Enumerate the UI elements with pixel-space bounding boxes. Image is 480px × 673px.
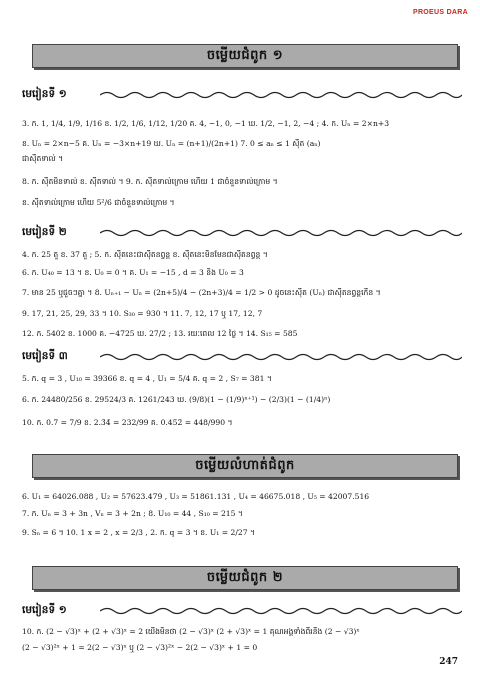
answer-line: 9. Sₙ = 6 ។ 10. 1 x = 2 , x = 2/3 , 2. ក. q = 3 ។ ខ. U₁ = 2/27 ។ xyxy=(22,528,255,537)
exercise-title: មេរៀនទី ៣ xyxy=(22,350,68,362)
exercise-heading-3 xyxy=(22,350,462,364)
answer-line: (2 − √3)²ˣ + 1 = 2(2 − √3)ˣ ឬ (2 − √3)²ˣ − 2(2 − √3)ˣ + 1 = 0 xyxy=(22,643,258,652)
answer-line: 6. U₁ = 64026.088 , U₂ = 57623.479 , U₃ = 51861.131 , U₄ = 46675.018 , U₅ = 42007.516 xyxy=(22,492,370,501)
wave-divider xyxy=(100,606,462,616)
answer-line: 12. ក. 5402 ខ. 1000 គ. −4725 ឃ. 27/2 ; 13. រយៈពេល 12 ថ្ងៃ ។ 14. S₁₅ = 585 xyxy=(22,329,298,338)
exercise-heading-4 xyxy=(22,604,462,618)
answer-line: 6. ក. 24480/256 ខ. 29524/3 គ. 1261/243 ឃ. (9/8)(1 − (1/9)ⁿ⁺¹) − (2/3)(1 − (1/4)ⁿ) xyxy=(22,395,331,404)
answer-line: 7. មាន 25 ឬជួចៗគ្នា ។ 8. Uₙ₊₁ − Uₙ = (2n+5)/4 − (2n+3)/4 = 1/2 > 0 ដូចនេះស៊ីត (Uₙ) ជាស៊ីតនព្វន្តកើន ។ xyxy=(22,288,381,297)
exercise-heading-1 xyxy=(22,88,462,102)
page-number: 247 xyxy=(439,657,458,667)
answer-line: 10. ក. (2 − √3)ˣ + (2 + √3)ˣ = 2 យើងមិនថា (2 − √3)ˣ (2 + √3)ˣ = 1 គុណអង្គទាំងពីរនឹង (2 − √3)ˣ xyxy=(22,627,360,636)
answer-line: ខ. Uₙ = 2×n−5 គ. Uₙ = −3×n+19 ឃ. Uₙ = (n+1)/(2n+1) 7. 0 ≤ aₙ ≤ 1 ស៊ីត (aₙ) xyxy=(22,139,321,148)
section-title: ចម្លើយលំហាត់ជំពូក xyxy=(195,457,295,473)
exercise-title: មេរៀនទី ២ xyxy=(22,226,67,238)
section-title: ចម្លើយជំពូក ១ xyxy=(206,47,284,63)
section-title: ចម្លើយជំពូក ២ xyxy=(206,569,284,585)
section-banner-chapter-2 xyxy=(32,566,458,590)
answer-line: ជាស៊ីតទាល់ ។ xyxy=(22,154,64,163)
answer-line: 4. ក. 25 តួ ខ. 37 តួ ; 5. ក. ស៊ីតនេះជាស៊ីតនព្វន្ត ខ. ស៊ីតនេះមិនមែនជាស៊ីតនព្វន្ត ។ xyxy=(22,250,268,259)
exercise-title: មេរៀនទី ១ xyxy=(22,604,67,616)
answer-line: 9. 17, 21, 25, 29, 33 ។ 10. S₃₀ = 930 ។ 11. 7, 12, 17 ឬ 17, 12, 7 xyxy=(22,309,263,318)
wave-divider xyxy=(100,90,462,100)
answer-line: ខ. ស៊ីតទាល់ក្រោម ហើយ 5²/6 ជាចំនួនទាល់ក្រោម ។ xyxy=(22,198,175,207)
exercise-heading-2 xyxy=(22,226,462,240)
wave-divider xyxy=(100,352,462,362)
section-banner-exercises xyxy=(32,454,458,478)
answer-line: 7. ក. Uₙ = 3 + 3n , Vₙ = 3 + 2n ; 8. U₁₀ = 44 , S₁₀ = 215 ។ xyxy=(22,509,243,518)
brand-header: PROEUS DARA xyxy=(412,9,468,16)
answer-line: 8. ក. ស៊ីតមិនទាល់ ខ. ស៊ីតទាល់ ។ 9. ក. ស៊ីតទាល់ក្រោម ហើយ 1 ជាចំនួនទាល់ក្រោម ។ xyxy=(22,177,278,186)
wave-divider xyxy=(100,228,462,238)
exercise-title: មេរៀនទី ១ xyxy=(22,88,67,100)
answer-line: 3. ក. 1, 1/4, 1/9, 1/16 ខ. 1/2, 1/6, 1/12, 1/20 គ. 4, −1, 0, −1 ឃ. 1/2, −1, 2, −4 ; 4. ក. Uₙ = 2×n+3 xyxy=(22,119,390,128)
section-banner-chapter-1 xyxy=(32,44,458,68)
answer-line: 6. ក. U₄₀ = 13 ។ ខ. U₀ = 0 ។ គ. U₁ = −15 , d = 3 និង U₀ = 3 xyxy=(22,268,244,277)
answer-line: 5. ក. q = 3 , U₁₀ = 39366 ខ. q = 4 , U₁ = 5/4 គ. q = 2 , S₇ = 381 ។ xyxy=(22,374,272,383)
answer-line: 10. ក. 0.7̄ = 7/9 ខ. 2.3̄4̄ = 232/99 គ. 0.45̄2̄ = 448/990 ។ xyxy=(22,418,233,427)
